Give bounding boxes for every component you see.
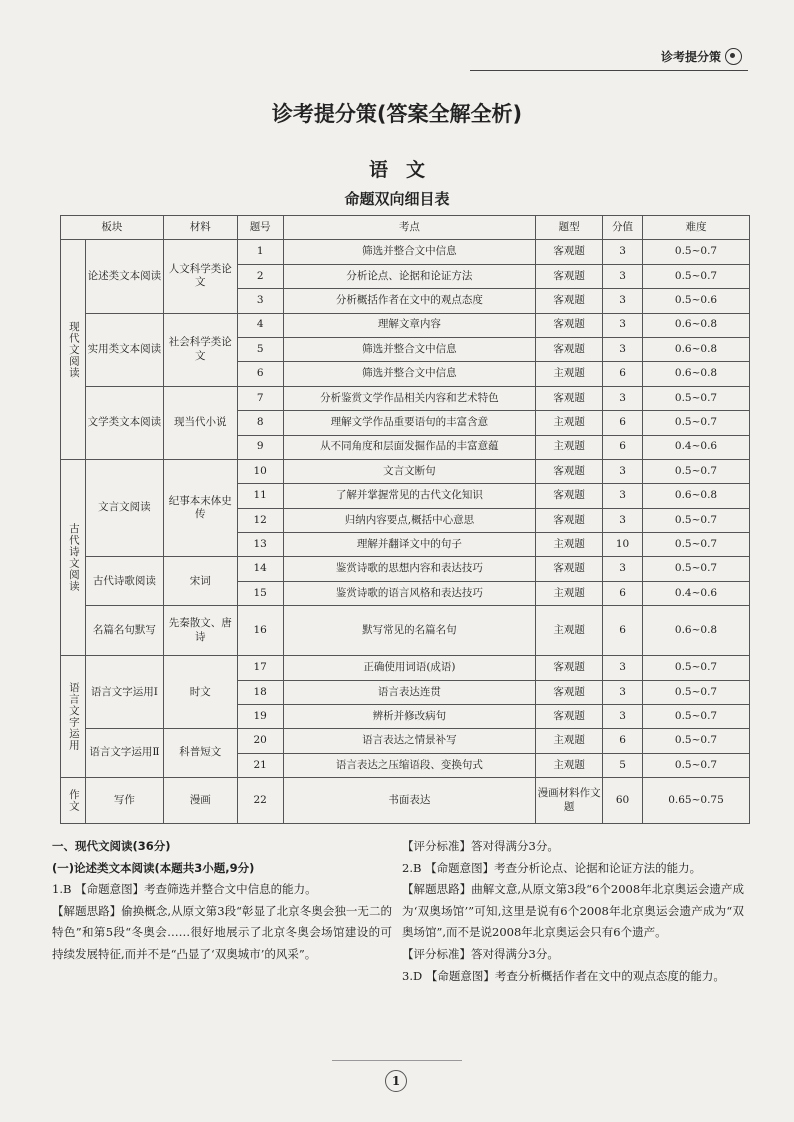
cell-score: 3 <box>603 337 643 361</box>
material-cell: 时文 <box>163 656 237 729</box>
subject-title: 语文 <box>368 159 443 181</box>
cell-type: 主观题 <box>536 581 603 605</box>
cell-type: 漫画材料作文题 <box>536 778 603 824</box>
section-language: 语言文字运用 <box>61 656 86 778</box>
block-cell: 文学类文本阅读 <box>85 386 163 459</box>
table-row <box>61 240 750 264</box>
cell-type: 主观题 <box>536 435 603 459</box>
cell-type: 客观题 <box>536 508 603 532</box>
cell-score: 3 <box>603 705 643 729</box>
material-cell: 先秦散文、唐诗 <box>163 606 237 656</box>
cell-point: 语言表达之压缩语段、变换句式 <box>283 753 536 777</box>
cell-diff: 0.5~0.7 <box>643 459 750 483</box>
cell-type: 客观题 <box>536 656 603 680</box>
cell-type: 客观题 <box>536 289 603 313</box>
cell-score: 3 <box>603 484 643 508</box>
cell-score: 6 <box>603 411 643 435</box>
cell-point: 辨析并修改病句 <box>283 705 536 729</box>
cell-no: 20 <box>237 729 283 753</box>
material-cell: 现当代小说 <box>163 386 237 459</box>
material-cell: 科普短文 <box>163 729 237 778</box>
cell-type: 客观题 <box>536 680 603 704</box>
cell-type: 客观题 <box>536 264 603 288</box>
cell-point: 归纳内容要点,概括中心意思 <box>283 508 536 532</box>
cell-diff: 0.5~0.7 <box>643 753 750 777</box>
cell-diff: 0.5~0.7 <box>643 386 750 410</box>
cell-score: 3 <box>603 508 643 532</box>
cell-type: 客观题 <box>536 557 603 581</box>
cell-type: 主观题 <box>536 362 603 386</box>
cell-no: 6 <box>237 362 283 386</box>
cell-diff: 0.5~0.7 <box>643 264 750 288</box>
cell-no: 10 <box>237 459 283 483</box>
cell-diff: 0.65~0.75 <box>643 778 750 824</box>
cell-diff: 0.5~0.7 <box>643 557 750 581</box>
cell-diff: 0.5~0.7 <box>643 533 750 557</box>
cell-diff: 0.5~0.7 <box>643 729 750 753</box>
material-cell: 宋词 <box>163 557 237 606</box>
cell-type: 主观题 <box>536 411 603 435</box>
cell-no: 13 <box>237 533 283 557</box>
spec-table <box>60 215 750 824</box>
cell-point: 正确使用词语(成语) <box>283 656 536 680</box>
cell-type: 客观题 <box>536 459 603 483</box>
table-row <box>61 459 750 483</box>
cell-point: 分析论点、论据和论证方法 <box>283 264 536 288</box>
material-cell: 社会科学类论文 <box>163 313 237 386</box>
answer-2: 2.B 【命题意图】考查分析论点、论据和论证方法的能力。 <box>402 860 702 875</box>
cell-point: 语言表达连贯 <box>283 680 536 704</box>
table-row <box>61 313 750 337</box>
block-cell: 写作 <box>85 778 163 824</box>
answer-2-analysis: 【解题思路】曲解文意,从原文第3段“6个2008年北京奥运会遗产成为‘双奥场馆’”可知,这里是说有6个2008年北京奥运会遗产成为“双奥场馆”,而不是说2008年北京奥运会只有6个遗产。 <box>402 882 744 940</box>
cell-no: 11 <box>237 484 283 508</box>
cell-diff: 0.5~0.7 <box>643 508 750 532</box>
table-header-row <box>61 216 750 240</box>
section-writing: 作文 <box>61 778 86 824</box>
cell-point: 理解并翻译文中的句子 <box>283 533 536 557</box>
material-cell: 纪事本末体史传 <box>163 459 237 557</box>
cell-type: 主观题 <box>536 753 603 777</box>
cell-score: 3 <box>603 680 643 704</box>
cell-type: 客观题 <box>536 386 603 410</box>
cell-score: 3 <box>603 240 643 264</box>
cell-diff: 0.5~0.7 <box>643 705 750 729</box>
cell-no: 3 <box>237 289 283 313</box>
running-header <box>661 48 742 65</box>
col-diff: 难度 <box>643 216 750 240</box>
table-row <box>61 386 750 410</box>
cell-score: 10 <box>603 533 643 557</box>
cell-diff: 0.4~0.6 <box>643 435 750 459</box>
cell-type: 主观题 <box>536 533 603 557</box>
col-type: 题型 <box>536 216 603 240</box>
cell-score: 3 <box>603 289 643 313</box>
cell-diff: 0.5~0.7 <box>643 411 750 435</box>
cell-type: 客观题 <box>536 705 603 729</box>
cell-no: 16 <box>237 606 283 656</box>
block-cell: 论述类文本阅读 <box>85 240 163 313</box>
cell-point: 筛选并整合文中信息 <box>283 362 536 386</box>
brand-logo-icon <box>725 48 742 65</box>
answers-left-column <box>52 836 392 966</box>
answer-3: 3.D 【命题意图】考查分析概括作者在文中的观点态度的能力。 <box>402 968 725 983</box>
header-brand: 诊考提分策 <box>660 50 721 64</box>
section-classic: 古代诗文阅读 <box>61 459 86 655</box>
score-standard-2: 【评分标准】答对得满分3分。 <box>402 946 559 961</box>
cell-diff: 0.6~0.8 <box>643 484 750 508</box>
cell-score: 3 <box>603 656 643 680</box>
cell-point: 鉴赏诗歌的思想内容和表达技巧 <box>283 557 536 581</box>
cell-no: 17 <box>237 656 283 680</box>
cell-diff: 0.4~0.6 <box>643 581 750 605</box>
table-row <box>61 557 750 581</box>
cell-score: 5 <box>603 753 643 777</box>
cell-no: 1 <box>237 240 283 264</box>
block-cell: 语言文字运用Ⅰ <box>85 656 163 729</box>
cell-score: 6 <box>603 606 643 656</box>
subsection-heading: (一)论述类文本阅读(本题共3小题,9分) <box>52 860 255 875</box>
table-row <box>61 606 750 656</box>
block-cell: 文言文阅读 <box>85 459 163 557</box>
block-cell: 古代诗歌阅读 <box>85 557 163 606</box>
cell-point: 语言表达之情景补写 <box>283 729 536 753</box>
cell-score: 3 <box>603 313 643 337</box>
score-standard-1: 【评分标准】答对得满分3分。 <box>402 839 559 853</box>
cell-point: 筛选并整合文中信息 <box>283 337 536 361</box>
material-cell: 漫画 <box>163 778 237 824</box>
cell-diff: 0.5~0.7 <box>643 240 750 264</box>
cell-no: 22 <box>237 778 283 824</box>
cell-diff: 0.5~0.6 <box>643 289 750 313</box>
cell-diff: 0.5~0.7 <box>643 680 750 704</box>
cell-score: 6 <box>603 362 643 386</box>
cell-no: 8 <box>237 411 283 435</box>
col-score: 分值 <box>603 216 643 240</box>
cell-point: 分析概括作者在文中的观点态度 <box>283 289 536 313</box>
cell-diff: 0.6~0.8 <box>643 337 750 361</box>
section-heading: 一、现代文阅读(36分) <box>52 839 171 853</box>
cell-no: 21 <box>237 753 283 777</box>
cell-type: 主观题 <box>536 606 603 656</box>
answer-1-analysis: 【解题思路】偷换概念,从原文第3段“彰显了北京冬奥会独一无二的特色”和第5段“冬奥会……很好地展示了北京冬奥会场馆建设的可持续发展特征,而并不是“凸显了‘双奥城市’的风采”。 <box>52 903 392 961</box>
table-title: 命题双向细目表 <box>344 190 450 208</box>
cell-point: 默写常见的名篇名句 <box>283 606 536 656</box>
table-row <box>61 656 750 680</box>
cell-point: 文言文断句 <box>283 459 536 483</box>
page-title: 诊考提分策(答案全解全析) <box>271 102 523 126</box>
cell-diff: 0.6~0.8 <box>643 362 750 386</box>
cell-point: 理解文章内容 <box>283 313 536 337</box>
cell-point: 了解并掌握常见的古代文化知识 <box>283 484 536 508</box>
header-rule <box>470 70 748 71</box>
section-modern: 现代文阅读 <box>61 240 86 460</box>
cell-point: 分析鉴赏文学作品相关内容和艺术特色 <box>283 386 536 410</box>
col-no: 题号 <box>237 216 283 240</box>
cell-point: 从不同角度和层面发掘作品的丰富意蕴 <box>283 435 536 459</box>
cell-diff: 0.6~0.8 <box>643 606 750 656</box>
cell-no: 15 <box>237 581 283 605</box>
cell-no: 9 <box>237 435 283 459</box>
footer-rule <box>332 1060 462 1061</box>
cell-no: 14 <box>237 557 283 581</box>
cell-no: 5 <box>237 337 283 361</box>
table-row <box>61 729 750 753</box>
cell-type: 客观题 <box>536 240 603 264</box>
cell-score: 6 <box>603 729 643 753</box>
cell-point: 书面表达 <box>283 778 536 824</box>
cell-score: 3 <box>603 459 643 483</box>
material-cell: 人文科学类论文 <box>163 240 237 313</box>
cell-type: 客观题 <box>536 484 603 508</box>
cell-diff: 0.6~0.8 <box>643 313 750 337</box>
page-number: 1 <box>385 1070 407 1092</box>
cell-no: 2 <box>237 264 283 288</box>
block-cell: 语言文字运用Ⅱ <box>85 729 163 778</box>
cell-no: 4 <box>237 313 283 337</box>
cell-type: 客观题 <box>536 313 603 337</box>
cell-score: 6 <box>603 581 643 605</box>
col-block: 板块 <box>61 216 164 240</box>
cell-score: 6 <box>603 435 643 459</box>
cell-no: 19 <box>237 705 283 729</box>
block-cell: 名篇名句默写 <box>85 606 163 656</box>
cell-score: 3 <box>603 557 643 581</box>
block-cell: 实用类文本阅读 <box>85 313 163 386</box>
cell-point: 鉴赏诗歌的语言风格和表达技巧 <box>283 581 536 605</box>
cell-point: 理解文学作品重要语句的丰富含意 <box>283 411 536 435</box>
cell-no: 18 <box>237 680 283 704</box>
cell-type: 主观题 <box>536 729 603 753</box>
cell-diff: 0.5~0.7 <box>643 656 750 680</box>
table-row <box>61 778 750 824</box>
cell-score: 3 <box>603 264 643 288</box>
cell-point: 筛选并整合文中信息 <box>283 240 536 264</box>
cell-score: 3 <box>603 386 643 410</box>
answer-1: 1.B 【命题意图】考查筛选并整合文中信息的能力。 <box>52 882 317 897</box>
cell-no: 12 <box>237 508 283 532</box>
cell-score: 60 <box>603 778 643 824</box>
cell-no: 7 <box>237 386 283 410</box>
cell-type: 客观题 <box>536 337 603 361</box>
col-material: 材料 <box>163 216 237 240</box>
col-point: 考点 <box>283 216 536 240</box>
answers-right-column <box>402 836 744 987</box>
